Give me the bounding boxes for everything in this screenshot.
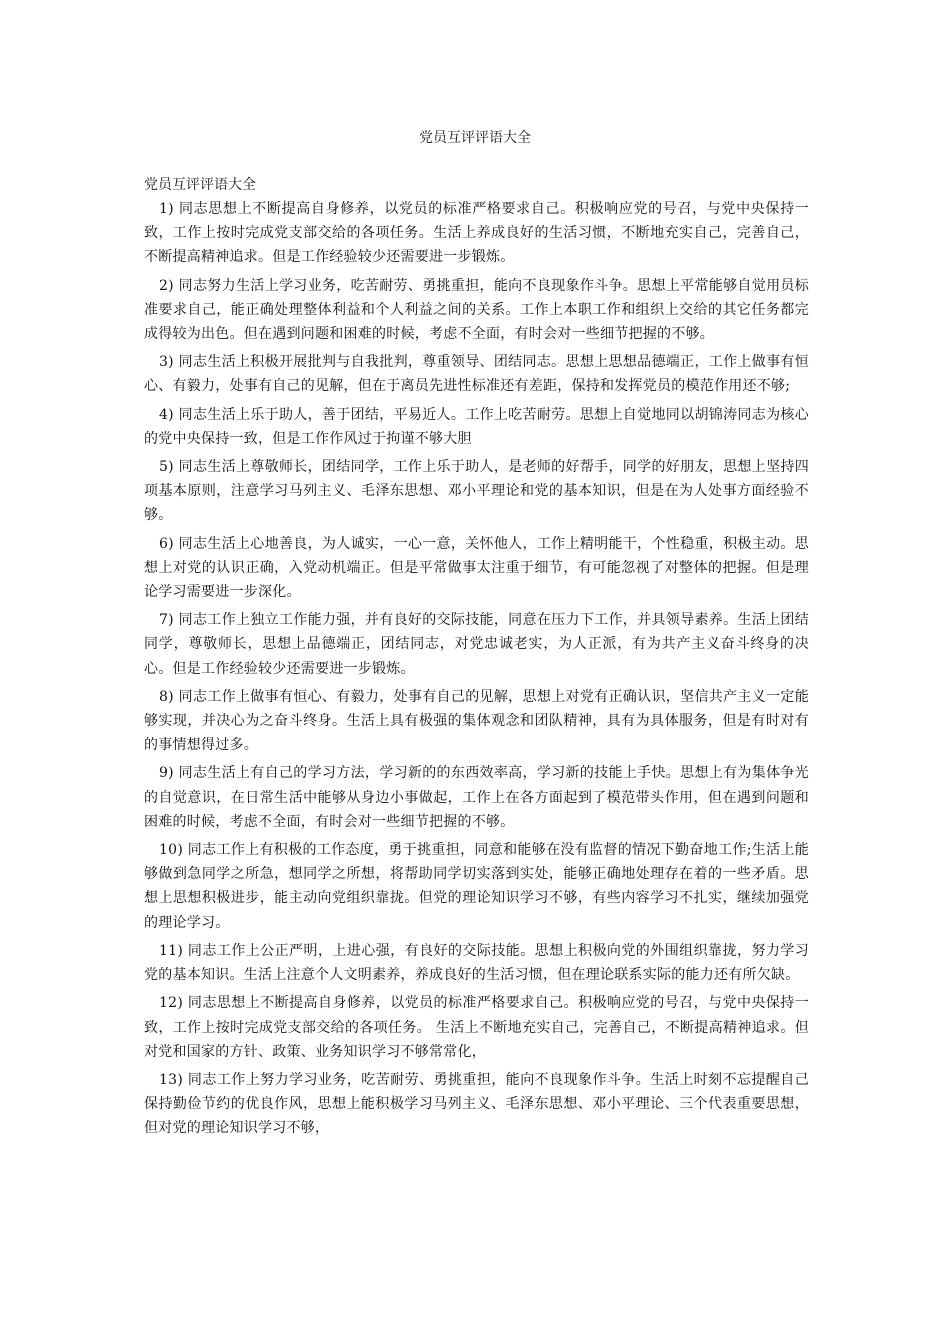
paragraph-5: 5) 同志生活上尊敬师长，团结同学，工作上乐于助人，是老师的好帮手，同学的好朋友，思想上坚持四项基本原则，注意学习马列主义、毛泽东思想、邓小平理论和党的基本知识，但是在为人处事方面经验不够。 (144, 459, 809, 524)
document-body (144, 173, 809, 1145)
paragraph-1: 1) 同志思想上不断提高自身修养，以党员的标准严格要求自己。积极响应党的号召，与党中央保持一致，工作上按时完成党支部交给的各项任务。生活上养成良好的生活习惯，不断地充实自己，完善自己，不断提高精神追求。但是工作经验较少还需要进一步锻炼。 (144, 201, 809, 266)
paragraph-3: 3) 同志生活上积极开展批判与自我批判，尊重领导、团结同志。思想上思想品德端正，工作上做事有恒心、有毅力，处事有自己的见解，但在于离员先进性标准还有差距，保持和发挥党员的模范作用还不够; (144, 354, 809, 395)
paragraph-10: 10) 同志工作上有积极的工作态度，勇于挑重担，同意和能够在没有监督的情况下勤奋地工作;生活上能够做到急同学之所急，想同学之所想，将帮助同学切实落到实处，能够正确地处理存在着的一些矛盾。思想上思想积极进步，能主动向党组织靠拢。但党的理论知识学习不够，有些内容学习不扎实，继续加强党的理论学习。 (144, 842, 809, 931)
paragraph-4: 4) 同志生活上乐于助人，善于团结，平易近人。工作上吃苦耐劳。思想上自觉地同以胡锦涛同志为核心的党中央保持一致，但是工作作风过于拘谨不够大胆 (144, 406, 809, 447)
paragraph-6: 6) 同志生活上心地善良，为人诚实，一心一意，关怀他人，工作上精明能干，个性稳重，积极主动。思想上对党的认识正确，入党动机端正。但是平常做事太注重于细节，有可能忽视了对整体的把握。但是理论学习需要进一步深化。 (144, 535, 809, 601)
paragraph-13: 13) 同志工作上努力学习业务，吃苦耐劳、勇挑重担，能向不良现象作斗争。生活上时刻不忘提醒自己保持勤俭节约的优良作风，思想上能积极学习马列主义、毛泽东思想、邓小平理论、三个代表重要思想，但对党的理论知识学习不够， (144, 1071, 809, 1137)
paragraph-2: 2) 同志努力生活上学习业务，吃苦耐劳、勇挑重担，能向不良现象作斗争。思想上平常能够自觉用员标准要求自己，能正确处理整体利益和个人利益之间的关系。工作上本职工作和组织上交给的其它任务都完成得较为出色。但在遇到问题和困难的时候，考虑不全面，有时会对一些细节把握的不够。 (144, 277, 809, 343)
paragraph-9: 9) 同志生活上有自己的学习方法，学习新的的东西效率高，学习新的技能上手快。思想上有为集体争光的自觉意识，在日常生活中能够从身边小事做起，工作上在各方面起到了模范带头作用，但在遇到问题和困难的时候，考虑不全面，有时会对一些细节把握的不够。 (144, 765, 809, 830)
paragraph-12: 12) 同志思想上不断提高自身修养，以党员的标准严格要求自己。积极响应党的号召，与党中央保持一致，工作上按时完成党支部交给的各项任务。 生活上不断地充实自己，完善自己，不断提高精神追求。但对党和国家的方针、政策、业务知识学习不够常常化， (144, 995, 809, 1060)
document-subtitle: 党员互评评语大全 (144, 177, 256, 193)
document-title: 党员互评评语大全 (419, 130, 531, 146)
paragraph-11: 11) 同志工作上公正严明，上进心强，有良好的交际技能。思想上积极向党的外围组织靠拢，努力学习党的基本知识。生活上注意个人文明素养，养成良好的生活习惯，但在理论联系实际的能力还有所欠缺。 (144, 942, 809, 984)
paragraph-7: 7) 同志工作上独立工作能力强，并有良好的交际技能，同意在压力下工作，并具领导素养。生活上团结同学，尊敬师长，思想上品德端正，团结同志，对党忠诚老实，为人正派，有为共产主义奋斗终身的决心。但是工作经验较少还需要进一步锻炼。 (144, 612, 809, 677)
paragraph-8: 8) 同志工作上做事有恒心、有毅力，处事有自己的见解，思想上对党有正确认识，坚信共产主义一定能够实现，并决心为之奋斗终身。生活上具有极强的集体观念和团队精神，具有为具体服务，但是有时对有的事情想得过多。 (144, 688, 809, 754)
